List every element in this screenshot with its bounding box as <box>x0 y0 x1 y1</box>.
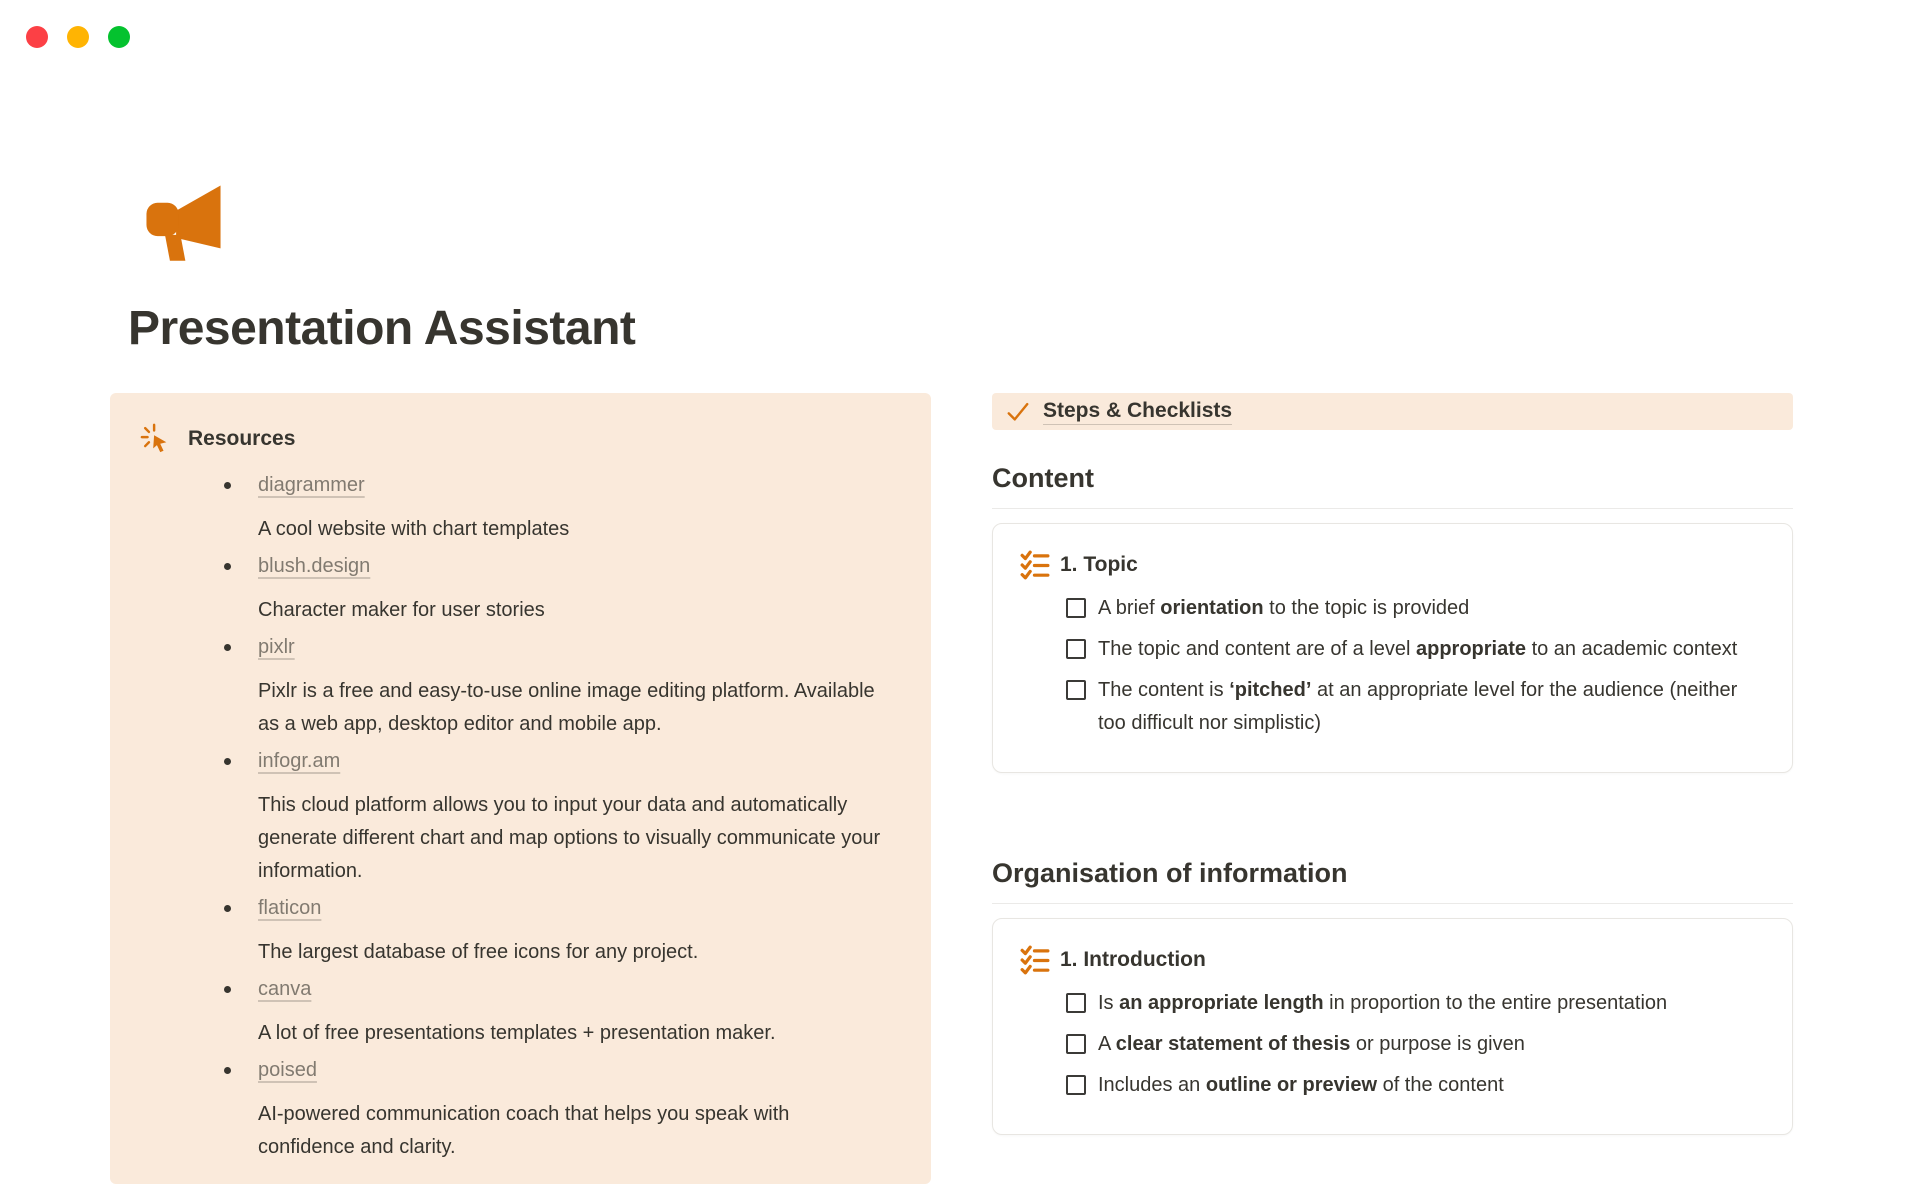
checklist-item <box>1066 674 1766 740</box>
cursor-click-icon <box>140 423 172 455</box>
checklist-item <box>1066 987 1766 1020</box>
checkbox[interactable] <box>1066 1034 1086 1054</box>
checklist-item-text: A clear statement of thesis or purpose is given <box>1098 1033 1525 1055</box>
resource-link[interactable]: poised <box>258 1059 317 1081</box>
resources-callout <box>110 393 931 1184</box>
checklists-column <box>992 393 1793 1135</box>
resource-description: AI-powered communication coach that helps you speak with confidence and clarity. <box>258 1103 790 1158</box>
section-heading: Organisation of information <box>992 858 1348 888</box>
content-columns <box>110 393 1793 1184</box>
section-divider <box>992 903 1793 904</box>
resource-description: The largest database of free icons for any project. <box>258 941 699 963</box>
checklist-icon <box>1020 550 1050 580</box>
bullet-icon <box>224 644 231 651</box>
check-icon <box>1006 400 1030 424</box>
checklist-item-text: The topic and content are of a level appropriate to an academic context <box>1098 638 1738 660</box>
resource-link[interactable]: pixlr <box>258 636 295 658</box>
checklist-item <box>1066 633 1766 666</box>
resource-description: This cloud platform allows you to input your data and automatically generate different chart and map options to visually communicate your information. <box>258 794 881 882</box>
resource-link[interactable]: flaticon <box>258 897 322 919</box>
resource-link[interactable]: blush.design <box>258 555 371 577</box>
section-divider <box>992 508 1793 509</box>
resource-link[interactable]: infogr.am <box>258 750 341 772</box>
minimize-button[interactable] <box>67 26 89 48</box>
bullet-icon <box>224 905 231 912</box>
checklist-sections <box>992 462 1793 1135</box>
checklist-card <box>992 918 1793 1135</box>
checklist-card <box>992 523 1793 773</box>
resource-item <box>218 975 907 1050</box>
resource-link[interactable]: canva <box>258 978 312 1000</box>
checklist-section <box>992 857 1793 1135</box>
window-controls <box>26 26 130 48</box>
page-title: Presentation Assistant <box>128 302 636 355</box>
resource-description: A lot of free presentations templates + presentation maker. <box>258 1022 776 1044</box>
checklist-items <box>1066 987 1766 1102</box>
resource-item <box>218 552 907 627</box>
checkbox[interactable] <box>1066 598 1086 618</box>
resource-item <box>218 747 907 888</box>
steps-checklists-link[interactable]: Steps & Checklists <box>1043 399 1232 425</box>
checkbox[interactable] <box>1066 680 1086 700</box>
checkbox[interactable] <box>1066 993 1086 1013</box>
checklist-card-header <box>1020 550 1766 580</box>
checklist-item <box>1066 592 1766 625</box>
resources-header <box>140 423 907 455</box>
checklist-icon <box>1020 945 1050 975</box>
close-button[interactable] <box>26 26 48 48</box>
checklist-section <box>992 462 1793 773</box>
resource-description: Pixlr is a free and easy-to-use online image editing platform. Available as a web app, desktop editor and mobile app. <box>258 680 875 735</box>
resource-item <box>218 471 907 546</box>
zoom-button[interactable] <box>108 26 130 48</box>
checkbox[interactable] <box>1066 639 1086 659</box>
resource-item <box>218 1056 907 1164</box>
checklist-title: 1. Introduction <box>1060 948 1206 971</box>
checklist-items <box>1066 592 1766 740</box>
checklist-item <box>1066 1028 1766 1061</box>
checklist-title: 1. Topic <box>1060 553 1138 576</box>
checklist-item-text: A brief orientation to the topic is provided <box>1098 597 1470 619</box>
resource-list <box>218 471 907 1164</box>
resource-link[interactable]: diagrammer <box>258 474 365 496</box>
resource-description: A cool website with chart templates <box>258 518 570 540</box>
megaphone-icon[interactable] <box>144 183 223 262</box>
section-heading: Content <box>992 463 1094 493</box>
checklist-item-text: Includes an outline or preview of the content <box>1098 1074 1504 1096</box>
bullet-icon <box>224 482 231 489</box>
resource-item <box>218 633 907 741</box>
checklist-item <box>1066 1069 1766 1102</box>
resources-title: Resources <box>188 427 296 450</box>
bullet-icon <box>224 986 231 993</box>
checklist-item-text: Is an appropriate length in proportion to the entire presentation <box>1098 992 1668 1014</box>
bullet-icon <box>224 1067 231 1074</box>
bullet-icon <box>224 563 231 570</box>
checkbox[interactable] <box>1066 1075 1086 1095</box>
resource-item <box>218 894 907 969</box>
resource-description: Character maker for user stories <box>258 599 545 621</box>
bullet-icon <box>224 758 231 765</box>
checklist-item-text: The content is ‘pitched’ at an appropriate level for the audience (neither too difficult nor simplistic) <box>1098 679 1738 734</box>
checklist-card-header <box>1020 945 1766 975</box>
steps-checklists-banner[interactable] <box>992 393 1793 430</box>
notion-page <box>0 183 1920 1184</box>
